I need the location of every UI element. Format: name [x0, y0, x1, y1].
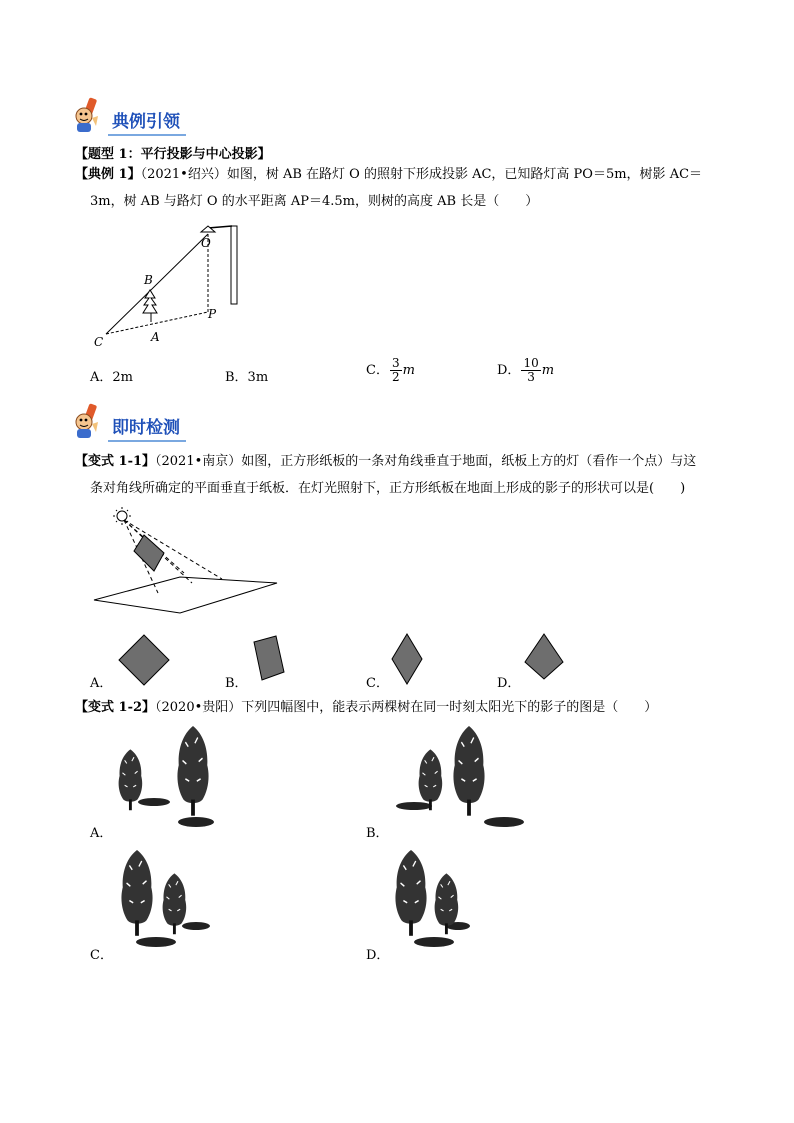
option-c-prefix: C． — [366, 363, 389, 378]
variant2-option-a[interactable]: A． — [90, 826, 113, 841]
topic-heading: 【题型 1：平行投影与中心投影】 — [75, 147, 271, 162]
pencil-mascot-icon — [72, 96, 106, 134]
option-c-fraction — [390, 357, 402, 384]
pencil-mascot-icon — [72, 402, 106, 440]
variant1-option-c[interactable]: C． — [366, 676, 389, 691]
variant1-line-1 — [75, 452, 696, 472]
section-title: 典例引领 — [112, 107, 180, 134]
variant1-line-2: 条对角线所确定的平面垂直于纸板．在灯光照射下，正方形纸板在地面上形成的影子的形状可以是( ) — [90, 481, 686, 496]
tree-scene-option-d — [388, 850, 498, 950]
tree-scene-option-c — [112, 850, 222, 950]
lamp-square-figure — [92, 505, 282, 617]
variant1-option-b[interactable]: B． — [225, 676, 248, 691]
example-option-c[interactable] — [366, 357, 415, 384]
option-d-fraction — [521, 357, 540, 384]
label-B: B — [144, 273, 153, 287]
variant2-option-c[interactable]: C． — [90, 948, 113, 963]
option-c-numerator: 3 — [391, 356, 400, 370]
example-line-1 — [75, 165, 702, 185]
tree-scene-option-a — [112, 726, 222, 831]
variant1-option-a[interactable]: A． — [90, 676, 113, 691]
example-text-1: （2021•绍兴）如图，树 AB 在路灯 O 的照射下形成投影 AC，已知路灯高 PO＝5m，树影 AC＝ — [140, 167, 703, 182]
variant2-label: 【变式 1-2】 — [75, 700, 156, 715]
label-O: O — [201, 236, 211, 250]
option-c-unit: m — [402, 363, 415, 378]
example-line-2: 3m，树 AB 与路灯 O 的水平距离 AP＝4.5m，则树的高度 AB 长是（ ） — [90, 194, 539, 209]
example-option-d[interactable] — [497, 357, 554, 384]
section-heading-1 — [72, 96, 180, 134]
lamp-tree-figure — [88, 222, 248, 350]
label-C: C — [94, 335, 104, 349]
label-P: P — [208, 307, 217, 321]
option-d-numerator: 10 — [523, 356, 539, 370]
option-d-unit: m — [541, 363, 555, 378]
tree-scene-option-b — [388, 726, 528, 831]
option-d-denominator: 3 — [527, 370, 535, 384]
shape-rhombus-option-c — [390, 632, 424, 686]
option-d-prefix: D． — [497, 363, 521, 378]
example-option-b[interactable]: B．3m — [225, 370, 269, 385]
section-title: 即时检测 — [112, 413, 180, 440]
example-label: 【典例 1】 — [75, 167, 141, 182]
shape-kite-option-d — [522, 632, 566, 682]
variant2-option-b[interactable]: B． — [366, 826, 389, 841]
option-c-denominator: 2 — [391, 370, 400, 384]
variant2-line-1 — [75, 698, 657, 718]
variant1-text-1: （2021•南京）如图，正方形纸板的一条对角线垂直于地面，纸板上方的灯（看作一个点）与这 — [155, 454, 697, 469]
variant1-option-d[interactable]: D． — [497, 676, 521, 691]
shape-parallelogram-option-b — [248, 634, 288, 684]
label-A: A — [151, 330, 160, 344]
variant1-label: 【变式 1-1】 — [75, 454, 156, 469]
example-option-a[interactable]: A．2m — [90, 370, 133, 385]
variant2-option-d[interactable]: D． — [366, 948, 390, 963]
shape-square-option-a — [116, 632, 172, 688]
section-heading-2 — [72, 402, 180, 440]
variant2-text-1: （2020•贵阳）下列四幅图中，能表示两棵树在同一时刻太阳光下的影子的图是（ ） — [155, 700, 658, 715]
